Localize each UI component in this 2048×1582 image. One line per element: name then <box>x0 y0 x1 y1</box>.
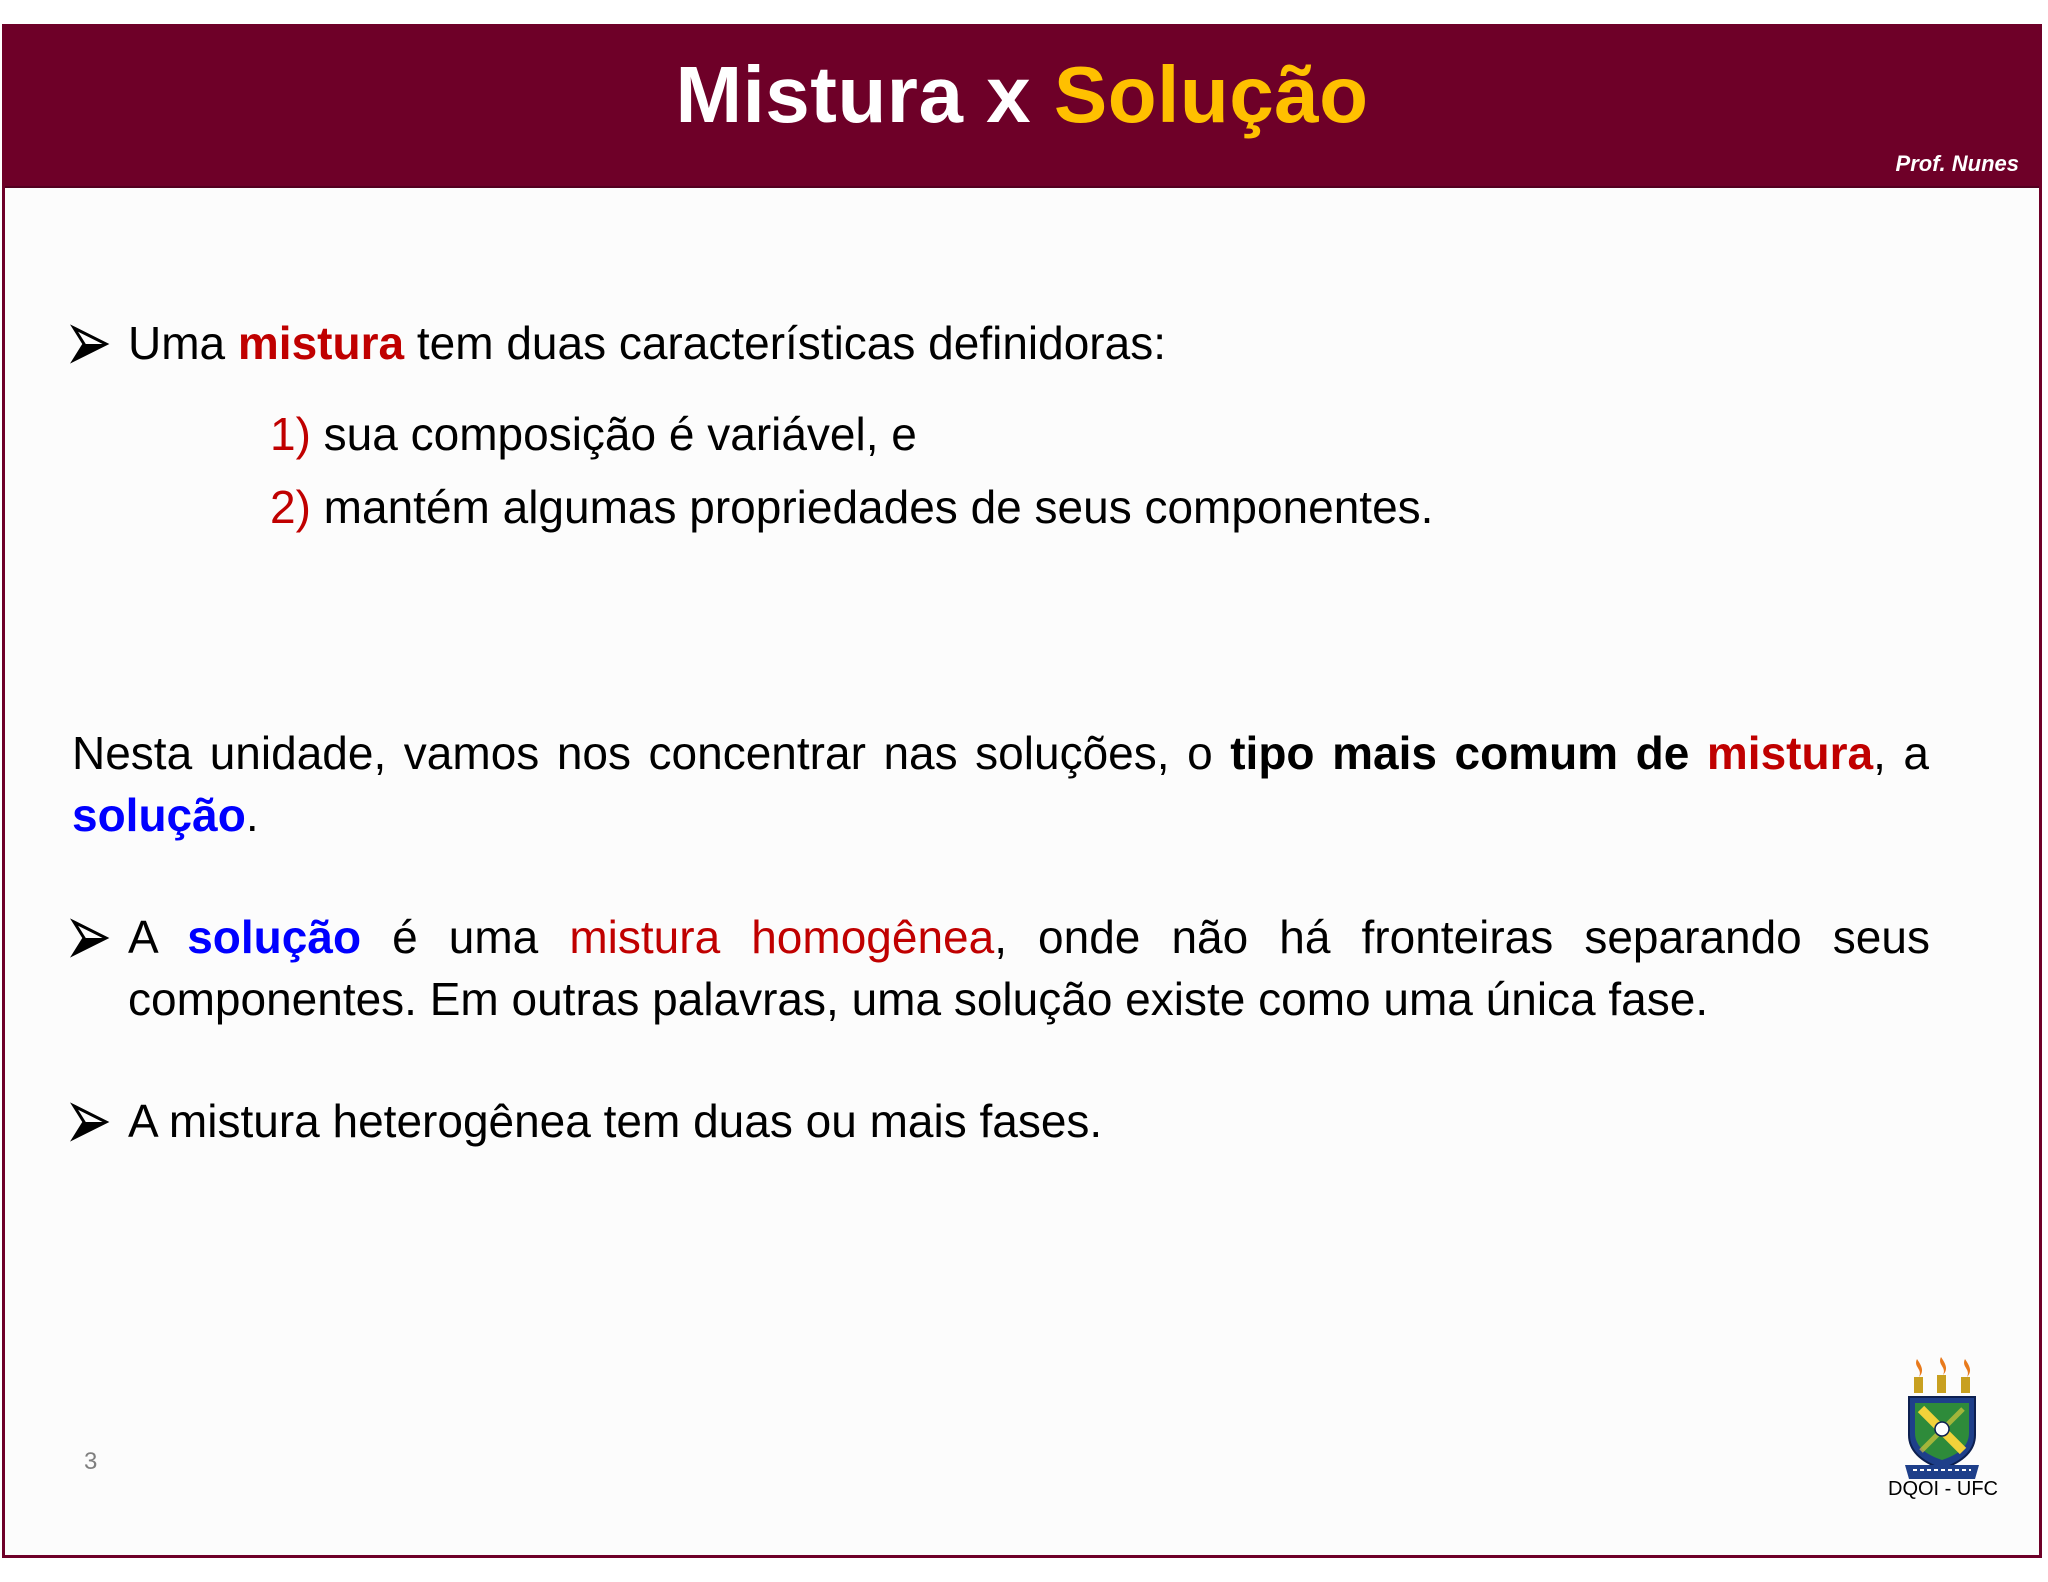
paragraph-bold: tipo mais comum de <box>1230 727 1690 779</box>
list-item-number: 2) <box>270 481 311 533</box>
bullet-heterogenea <box>70 1090 1930 1152</box>
bullet1-highlight: mistura <box>237 317 405 369</box>
bullet2-blue: solução <box>187 911 362 963</box>
bullet2-pre: A <box>128 911 188 963</box>
bullet2-post: , onde não há fronteiras separando seus componentes. Em outras palavras, uma solução existe como uma única fase. <box>128 911 1930 1025</box>
bullet-arrow-icon <box>70 1102 110 1142</box>
bullet-arrow-icon <box>70 324 110 364</box>
paragraph-space <box>1689 727 1707 779</box>
author-label: Prof. Nunes <box>1895 151 2019 176</box>
page-number: 3 <box>84 1448 98 1475</box>
slide-header <box>5 27 2039 188</box>
department-label: DQOI - UFC <box>1888 1478 1998 1500</box>
slide-title <box>5 50 2039 139</box>
list-item-text: sua composição é variável, e <box>310 408 917 460</box>
paragraph-text: . <box>245 789 259 841</box>
intro-paragraph <box>72 722 1929 846</box>
ufc-crest-icon <box>1903 1357 1981 1487</box>
paragraph-text: Nesta unidade, vamos nos concentrar nas soluções, o <box>72 727 1231 779</box>
paragraph-red-bold: mistura <box>1706 727 1874 779</box>
bullet-arrow-icon <box>70 918 110 958</box>
bullet1-pre: Uma <box>128 317 238 369</box>
title-highlight: Solução <box>1053 50 1369 139</box>
bullet2-red: mistura homogênea <box>569 911 995 963</box>
list-item <box>270 403 917 465</box>
title-text: Mistura x <box>675 50 1054 139</box>
list-item <box>270 476 1433 538</box>
list-item-text: mantém algumas propriedades de seus componentes. <box>310 481 1434 533</box>
bullet-mistura-definition <box>70 312 1930 374</box>
bullet2-mid: é uma <box>361 911 570 963</box>
bullet3-text: A mistura heterogênea tem duas ou mais fases. <box>128 1095 1103 1147</box>
paragraph-blue-bold: solução <box>72 789 246 841</box>
bullet-solucao-definition <box>70 906 1930 1030</box>
bullet1-post: tem duas características definidoras: <box>404 317 1166 369</box>
paragraph-text: , a <box>1873 727 1929 779</box>
list-item-number: 1) <box>270 408 311 460</box>
